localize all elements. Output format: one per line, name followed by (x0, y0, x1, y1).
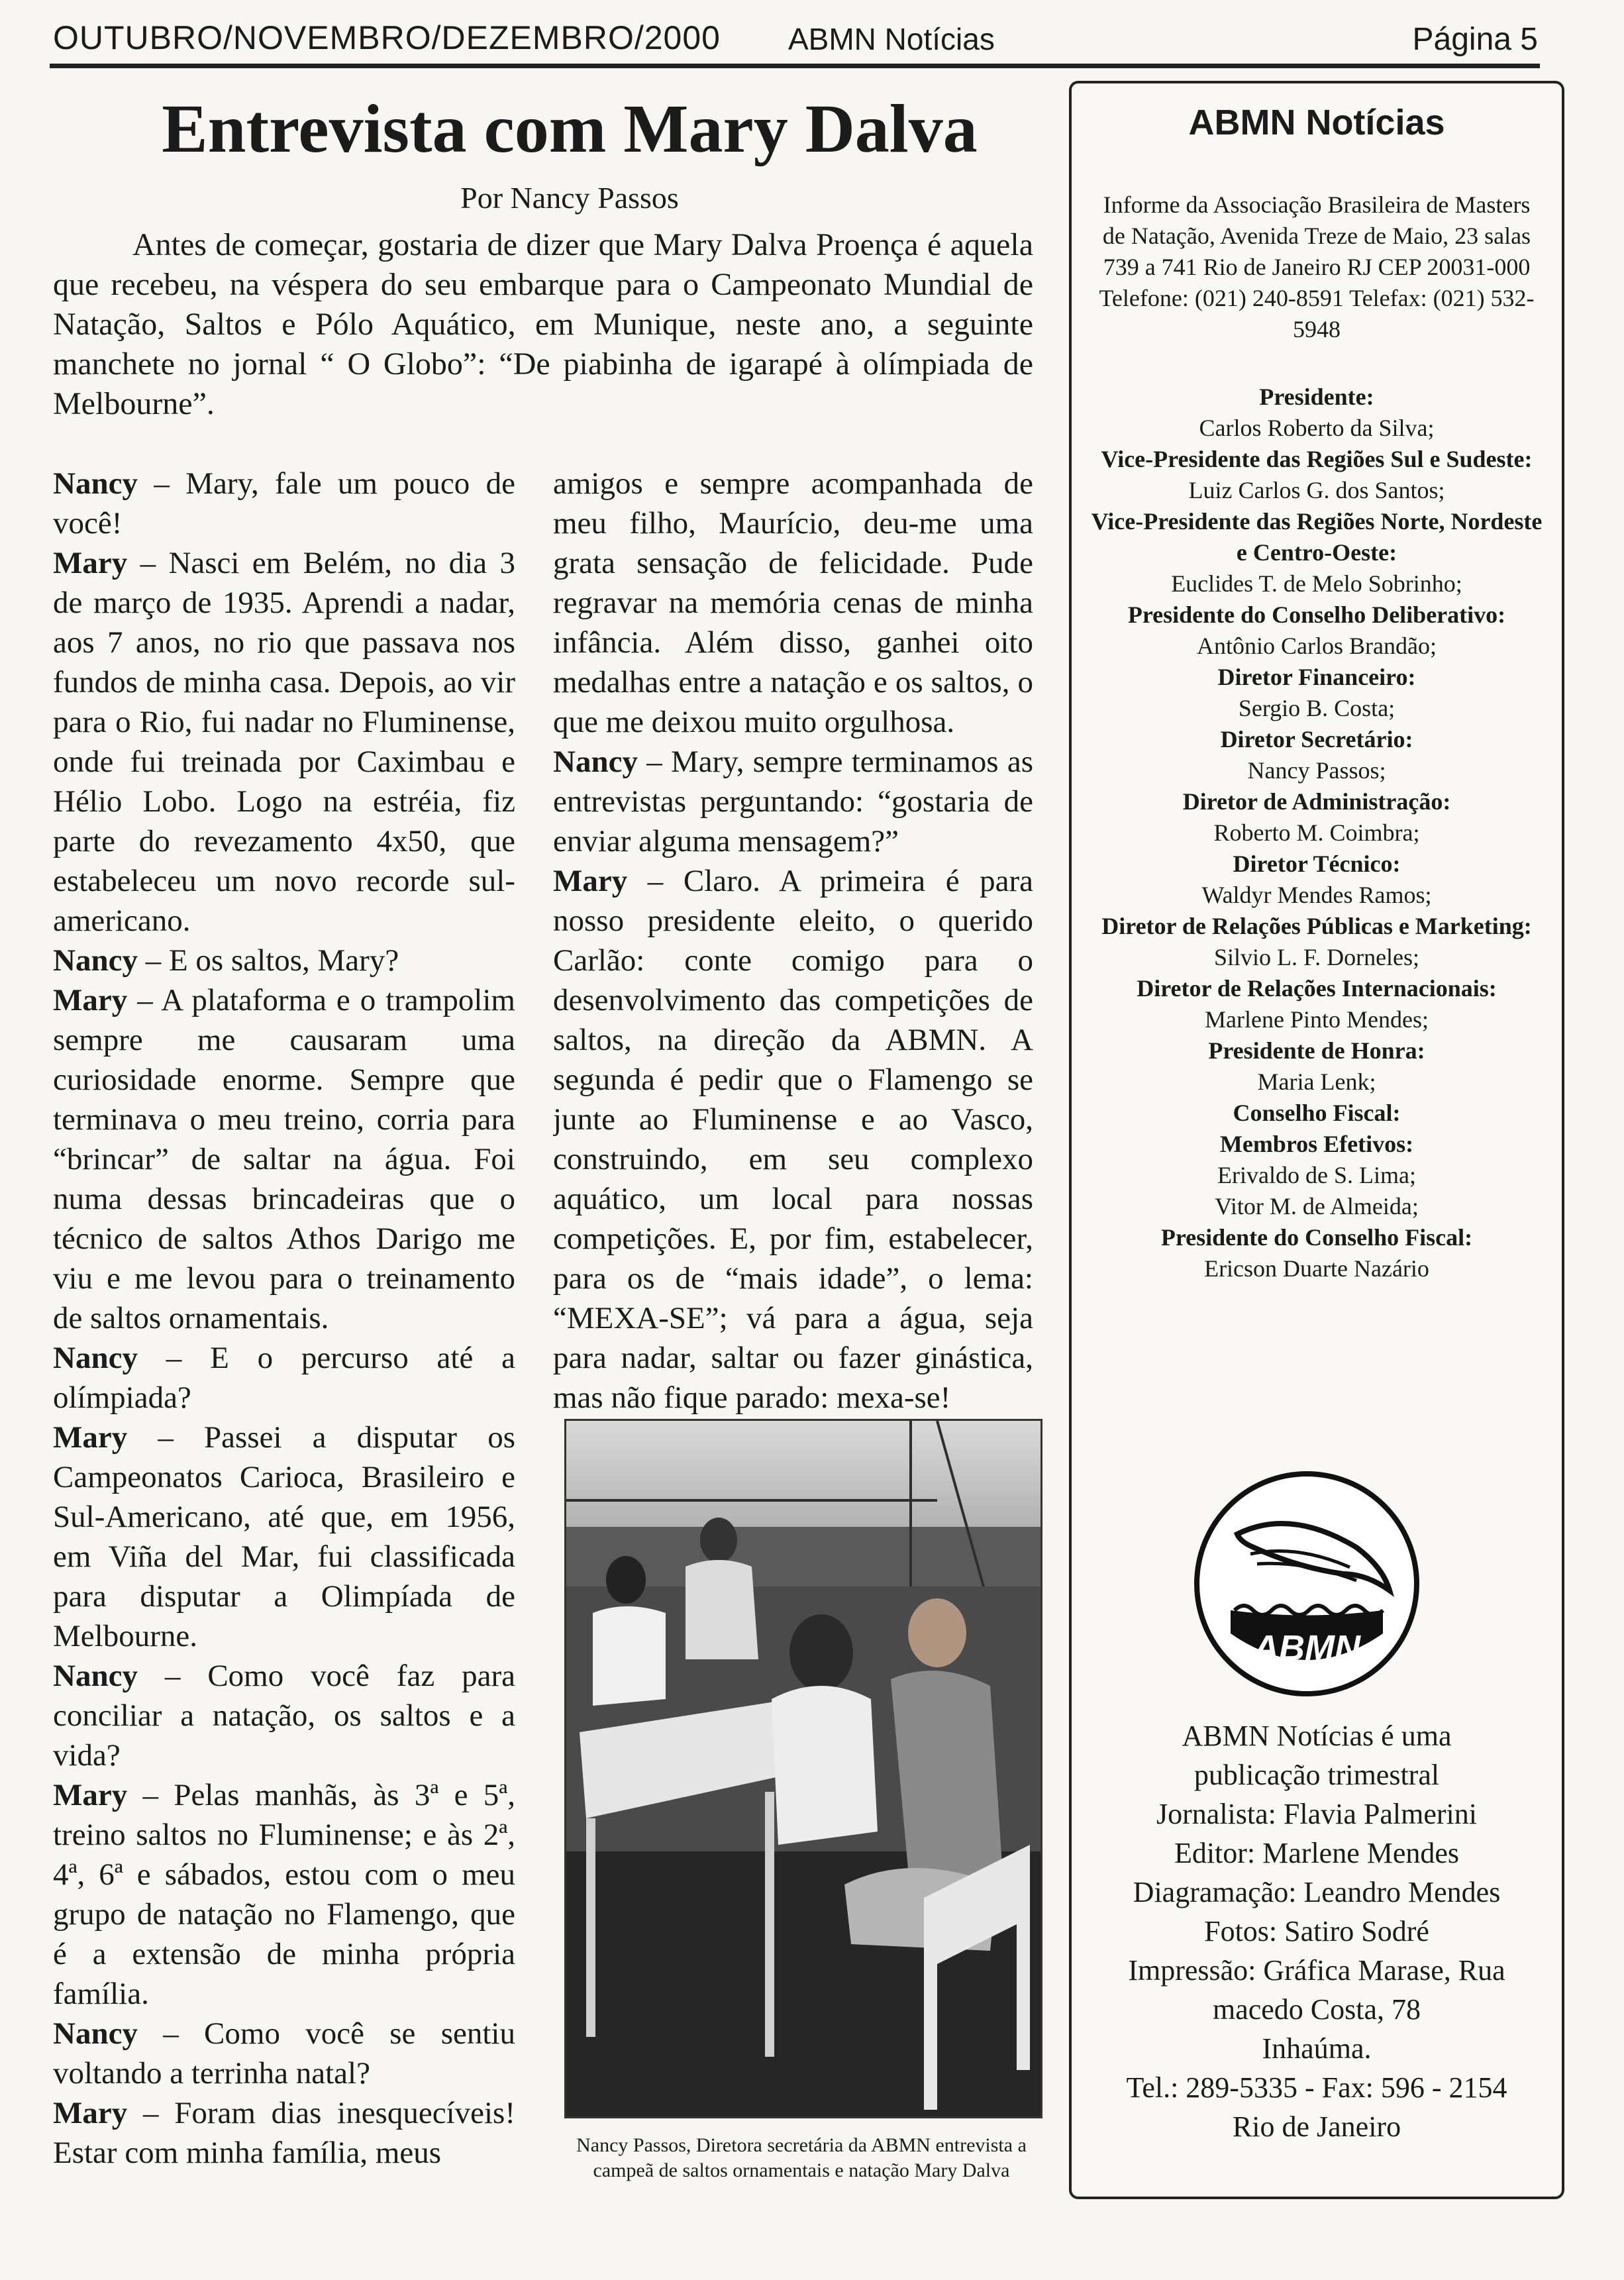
staff-name: Carlos Roberto da Silva; (1199, 415, 1435, 441)
interview-paragraph (53, 1775, 515, 2014)
staff-name: Nancy Passos; (1247, 757, 1386, 784)
speaker-name: Mary (53, 546, 128, 580)
interview-paragraph (53, 941, 515, 980)
staff-role: Vice-Presidente das Regiões Norte, Nordeste e Centro-Oeste: (1091, 508, 1543, 566)
staff-name: Marlene Pinto Mendes; (1205, 1006, 1429, 1033)
staff-role: Conselho Fiscal: (1233, 1100, 1401, 1126)
publication-info-line: Rio de Janeiro (1232, 2110, 1401, 2143)
masthead-title: ABMN Notícias (1188, 103, 1445, 142)
abmn-logo (1191, 1468, 1423, 1700)
interview-paragraph (53, 2014, 515, 2093)
staff-role: Vice-Presidente das Regiões Sul e Sudeste: (1101, 446, 1533, 472)
interview-paragraph (553, 464, 1033, 742)
staff-name: Ericson Duarte Nazário (1204, 1255, 1429, 1282)
paragraph-text: – Como você faz para conciliar a natação, os saltos e a vida? (53, 1659, 515, 1773)
interview-paragraph (53, 1656, 515, 1775)
staff-role: Diretor de Relações Internacionais: (1137, 975, 1497, 1002)
staff-list (1085, 382, 1548, 1284)
publication-info-line: macedo Costa, 78 (1212, 1993, 1421, 2026)
publication-info-line: Jornalista: Flavia Palmerini (1156, 1798, 1477, 1830)
speaker-name: Mary (53, 983, 128, 1017)
paragraph-text: – E os saltos, Mary? (137, 943, 399, 978)
staff-role: Presidente de Honra: (1208, 1037, 1425, 1064)
staff-name: Roberto M. Coimbra; (1213, 819, 1420, 846)
paragraph-text: – Mary, sempre terminamos as entrevistas perguntando: “gostaria de enviar alguma mensagem?” (553, 745, 1033, 858)
paragraph-text: – Claro. A primeira é para nosso presidente eleito, o querido Carlão: conte comigo para o desenvolvimento das competições de saltos, na direção da ABMN. A segunda é pedir que o Flamengo se junte ao Fluminense e ao Vasco, construindo, em seu complexo aquático, um local para nossas competições. E, por fim, estabelecer, para os de “mais idade”, o lema: “MEXA-SE”; vá para a água, seja para nadar, saltar ou fazer ginástica, mas não fique parado: mexa-se! (553, 864, 1033, 1415)
page-number: Página 5 (1412, 22, 1538, 57)
publication-info-line: Impressão: Gráfica Marase, Rua (1128, 1954, 1505, 1987)
staff-name: Luiz Carlos G. dos Santos; (1188, 477, 1445, 503)
interview-paragraph (53, 1338, 515, 1418)
publication-info-line: Inhaúma. (1262, 2032, 1372, 2065)
publication-info-line: Editor: Marlene Mendes (1174, 1837, 1460, 1869)
staff-name: Silvio L. F. Dorneles; (1213, 944, 1420, 970)
publication-name: ABMN Notícias (788, 22, 995, 56)
interview-paragraph (553, 861, 1033, 1418)
staff-role: Presidente do Conselho Deliberativo: (1127, 601, 1506, 628)
staff-role: Diretor Financeiro: (1217, 664, 1416, 690)
logo-text: ABMN (1253, 1628, 1360, 1668)
speaker-name: Nancy (53, 1659, 138, 1693)
issue-date: OUTUBRO/NOVEMBRO/DEZEMBRO/2000 (53, 19, 721, 56)
publication-info-line: Tel.: 289-5335 - Fax: 596 - 2154 (1126, 2071, 1507, 2104)
paragraph-text: – A plataforma e o trampolim sempre me causaram uma curiosidade enorme. Sempre que terminava o meu treino, corria para “brincar” de saltar na água. Foi numa dessas brincadeiras que o técnico de saltos Athos Darigo me viu e me levou para o treinamento de saltos ornamentais. (53, 983, 515, 1335)
staff-name: Erivaldo de S. Lima; (1217, 1162, 1416, 1188)
interview-paragraph (53, 2093, 515, 2173)
speaker-name: Mary (553, 864, 628, 898)
publication-info-line: publicação trimestral (1193, 1759, 1440, 1791)
interview-paragraph (53, 980, 515, 1338)
publication-info-line: ABMN Notícias é uma (1182, 1720, 1452, 1752)
publication-info (1085, 1716, 1548, 2146)
article-title: Entrevista com Mary Dalva (162, 91, 978, 167)
staff-role: Presidente do Conselho Fiscal: (1160, 1224, 1473, 1251)
staff-name: Maria Lenk; (1257, 1068, 1376, 1095)
paragraph-text: – E o percurso até a olímpiada? (53, 1341, 515, 1415)
staff-role: Diretor de Relações Públicas e Marketing: (1101, 913, 1532, 939)
staff-role: Membros Efetivos: (1219, 1131, 1414, 1157)
interview-paragraph (53, 464, 515, 543)
staff-role: Diretor de Administração: (1182, 788, 1451, 815)
staff-name: Vitor M. de Almeida; (1215, 1193, 1419, 1219)
association-info: Informe da Associação Brasileira de Masters de Natação, Avenida Treze de Maio, 23 salas 739 a 741 Rio de Janeiro RJ CEP 20031-000 Telefone: (021) 240-8591 Telefax: (021) 532-5948 (1099, 191, 1535, 342)
speaker-name: Nancy (53, 2016, 138, 2051)
staff-name: Waldyr Mendes Ramos; (1201, 882, 1432, 908)
staff-name: Sergio B. Costa; (1238, 695, 1396, 721)
staff-name: Antônio Carlos Brandão; (1197, 633, 1437, 659)
article-column-2 (553, 464, 1033, 1424)
speaker-name: Mary (53, 2096, 128, 2130)
masthead-box (1069, 81, 1564, 2199)
speaker-name: Mary (53, 1420, 128, 1455)
speaker-name: Nancy (53, 466, 138, 501)
article-column-1 (53, 464, 515, 2193)
speaker-name: Mary (53, 1778, 128, 1812)
staff-name: Euclides T. de Melo Sobrinho; (1171, 570, 1462, 597)
publication-info-line: Diagramação: Leandro Mendes (1133, 1876, 1501, 1908)
article-intro: Antes de começar, gostaria de dizer que Mary Dalva Proença é aquela que recebeu, na véspera do seu embarque para o Campeonato Mundial de Natação, Saltos e Pólo Aquático, em Munique, neste ano, a seguinte manchete no jornal “ O Globo”: “De piabinha de igarapé à olímpiada de Melbourne”. (53, 227, 1033, 421)
photo-caption: Nancy Passos, Diretora secretária da ABMN entrevista a campeã de saltos ornamentais e natação Mary Dalva (576, 2134, 1027, 2181)
paragraph-text: – Mary, fale um pouco de você! (53, 466, 515, 541)
interview-paragraph (553, 742, 1033, 861)
publication-info-line: Fotos: Satiro Sodré (1204, 1915, 1429, 1947)
paragraph-text: – Como você se sentiu voltando a terrinha natal? (53, 2016, 515, 2091)
interview-paragraph (53, 1418, 515, 1656)
speaker-name: Nancy (553, 745, 638, 779)
staff-role: Presidente: (1259, 384, 1374, 410)
paragraph-text: – Pelas manhãs, às 3ª e 5ª, treino saltos no Fluminense; e às 2ª, 4ª, 6ª e sábados, estou com o meu grupo de natação no Flamengo, que é a extensão de minha própria família. (53, 1778, 515, 2011)
interview-paragraph (53, 543, 515, 941)
staff-role: Diretor Secretário: (1220, 726, 1413, 752)
speaker-name: Nancy (53, 1341, 138, 1375)
header-rule (50, 64, 1540, 68)
paragraph-text: – Passei a disputar os Campeonatos Carioca, Brasileiro e Sul-Americano, até que, em 1956, em Viña del Mar, fui classificada para disputar a Olimpíada de Melbourne. (53, 1420, 515, 1653)
article-byline: Por Nancy Passos (460, 181, 679, 215)
paragraph-text: – Foram dias inesquecíveis! Estar com minha família, meus (53, 2096, 515, 2170)
paragraph-text: amigos e sempre acompanhada de meu filho, Maurício, deu-me uma grata sensação de felicidade. Pude regravar na memória cenas de minha infância. Além disso, ganhei oito medalhas entre a natação e os saltos, o que me deixou muito orgulhosa. (553, 466, 1033, 739)
interview-photo (564, 1419, 1042, 2118)
speaker-name: Nancy (53, 943, 138, 978)
paragraph-text: – Nasci em Belém, no dia 3 de março de 1935. Aprendi a nadar, aos 7 anos, no rio que passava nos fundos de minha casa. Depois, ao vir para o Rio, fui nadar no Fluminense, onde fui treinada por Caximbau e Hélio Lobo. Logo na estréia, fiz parte do revezamento 4x50, que estabeleceu um novo recorde sul-americano. (53, 546, 515, 938)
staff-role: Diretor Técnico: (1233, 851, 1401, 877)
